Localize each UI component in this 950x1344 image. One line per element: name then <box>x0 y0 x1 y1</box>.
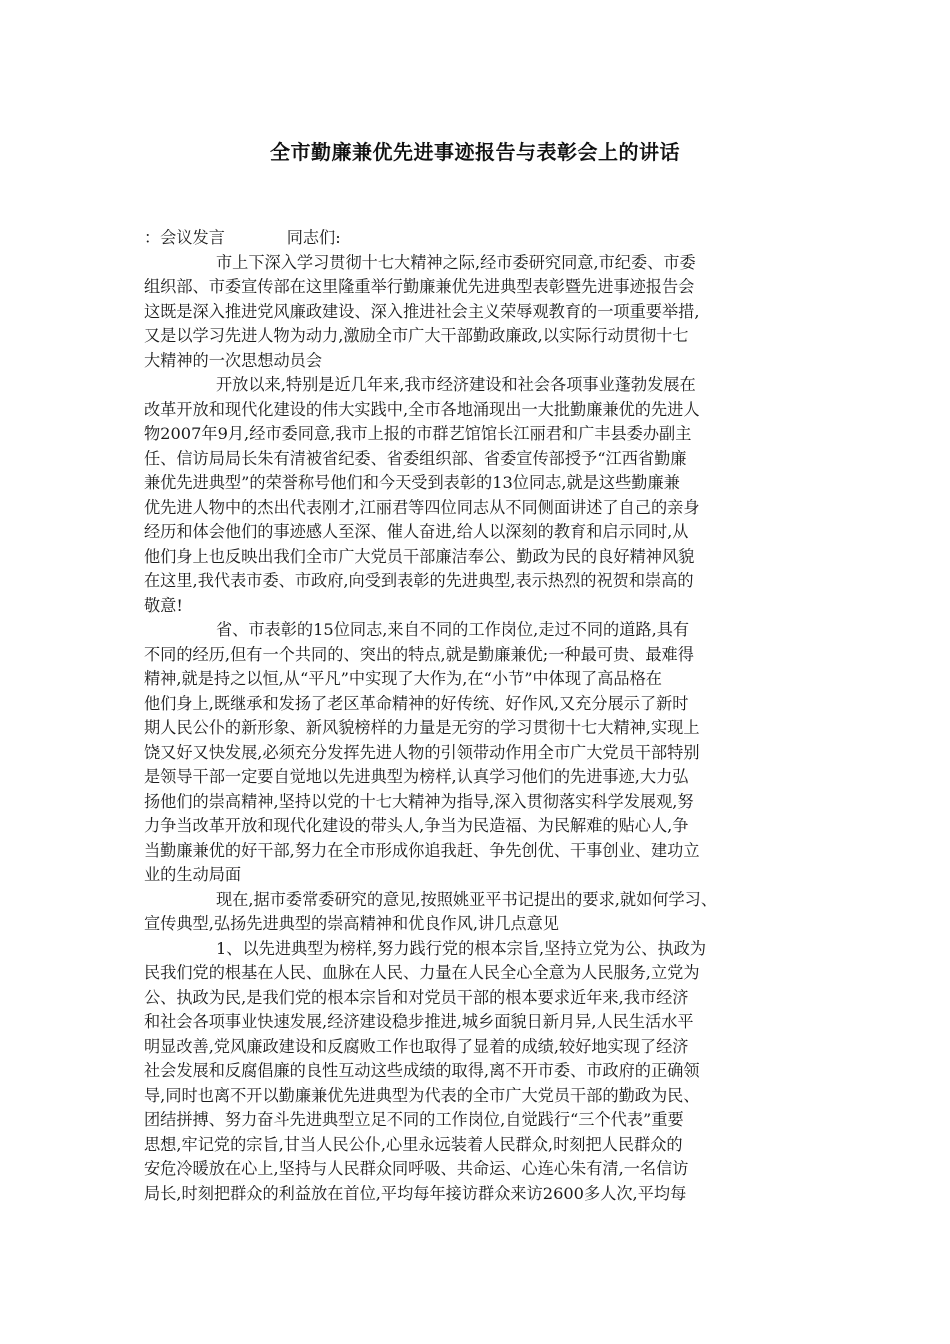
meta-line <box>144 226 814 251</box>
paragraph-line: 业的生动局面 <box>144 865 242 884</box>
paragraph-line: 思想,牢记党的宗旨,甘当人民公仆,心里永远装着人民群众,时刻把人民群众的 <box>144 1134 683 1154</box>
paragraph-line: 改革开放和现代化建设的伟大实践中,全市各地涌现出一大批勤廉兼优的先进人 <box>144 399 700 419</box>
meta-greeting: 同志们: <box>286 228 341 247</box>
paragraph <box>144 937 814 1207</box>
paragraph-line: 明显改善,党风廉政建设和反腐败工作也取得了显着的成绩,较好地实现了经济 <box>144 1036 689 1056</box>
paragraph-line: 物2007年9月,经市委同意,我市上报的市群艺馆馆长江丽君和广丰县委办副主 <box>144 424 692 443</box>
meta-category: ：会议发言 <box>144 228 225 247</box>
paragraph-line: 公、执政为民,是我们党的根本宗旨和对党员干部的根本要求近年来,我市经济 <box>144 987 689 1007</box>
paragraph-line: 组织部、市委宣传部在这里隆重举行勤廉兼优先进典型表彰暨先进事迹报告会 <box>144 277 695 296</box>
paragraph <box>144 888 814 937</box>
document-title: 全市勤廉兼优先进事迹报告与表彰会上的讲话 <box>270 140 680 164</box>
paragraph-line: 任、信访局局长朱有清被省纪委、省委组织部、省委宣传部授予“江西省勤廉 <box>144 448 687 468</box>
paragraph-line: 精神,就是持之以恒,从“平凡”中实现了大作为,在“小节”中体现了高品格在 <box>144 669 662 688</box>
paragraph-line: 敬意! <box>144 595 183 615</box>
paragraph-line: 又是以学习先进人物为动力,激励全市广大干部勤政廉政,以实际行动贯彻十七 <box>144 326 689 345</box>
paragraph-line: 扬他们的崇高精神,坚持以党的十七大精神为指导,深入贯彻落实科学发展观,努 <box>144 791 694 811</box>
paragraph-line: 民我们党的根基在人民、血脉在人民、力量在人民全心全意为人民服务,立党为 <box>144 963 700 982</box>
paragraph-line: 经历和体会他们的事迹感人至深、催人奋进,给人以深刻的教育和启示同时,从 <box>144 522 689 541</box>
paragraph-line: 大精神的一次思想动员会 <box>144 350 323 370</box>
paragraph-line: 期人民公仆的新形象、新风貌榜样的力量是无穷的学习贯彻十七大精神,实现上 <box>144 718 700 737</box>
paragraph-line: 市上下深入学习贯彻十七大精神之际,经市委研究同意,市纪委、市委 <box>216 252 696 272</box>
paragraph-line: 当勤廉兼优的好干部,努力在全市形成你追我赶、争先创优、干事创业、建功立 <box>144 840 700 860</box>
paragraph-line: 局长,时刻把群众的利益放在首位,平均每年接访群众来访2600多人次,平均每 <box>144 1183 687 1203</box>
paragraph-line: 1、以先进典型为榜样,努力践行党的根本宗旨,坚持立党为公、执政为 <box>216 938 707 958</box>
paragraph-line: 开放以来,特别是近几年来,我市经济建设和社会各项事业蓬勃发展在 <box>216 375 696 394</box>
paragraph-line: 导,同时也离不开以勤廉兼优先进典型为代表的全市广大党员干部的勤政为民、 <box>144 1085 700 1105</box>
paragraph-line: 在这里,我代表市委、市政府,向受到表彰的先进典型,表示热烈的祝贺和崇高的 <box>144 571 694 590</box>
paragraph-line: 兼优先进典型”的荣誉称号他们和今天受到表彰的13位同志,就是这些勤廉兼 <box>144 473 680 492</box>
document-body <box>144 226 814 1206</box>
paragraph-line: 团结拼搏、努力奋斗先进典型立足不同的工作岗位,自觉践行“三个代表”重要 <box>144 1110 684 1129</box>
paragraph <box>144 251 814 374</box>
paragraph-line: 饶又好又快发展,必须充分发挥先进人物的引领带动作用全市广大党员干部特别 <box>144 742 700 762</box>
paragraph-line: 不同的经历,但有一个共同的、突出的特点,就是勤廉兼优;一种最可贵、最难得 <box>144 644 694 664</box>
paragraph-line: 是领导干部一定要自觉地以先进典型为榜样,认真学习他们的先进事迹,大力弘 <box>144 767 689 786</box>
paragraph <box>144 373 814 618</box>
paragraph-line: 安危冷暖放在心上,坚持与人民群众同呼吸、共命运、心连心朱有清,一名信访 <box>144 1159 689 1178</box>
paragraph-line: 社会发展和反腐倡廉的良性互动这些成绩的取得,离不开市委、市政府的正确领 <box>144 1061 700 1080</box>
paragraph-line: 他们身上,既继承和发扬了老区革命精神的好传统、好作风,又充分展示了新时 <box>144 693 689 713</box>
paragraph-line: 他们身上也反映出我们全市广大党员干部廉洁奉公、勤政为民的良好精神风貌 <box>144 546 695 566</box>
paragraph-list <box>144 251 814 1207</box>
paragraph-line: 和社会各项事业快速发展,经济建设稳步推进,城乡面貌日新月异,人民生活水平 <box>144 1012 694 1031</box>
paragraph <box>144 618 814 888</box>
paragraph-line: 省、市表彰的15位同志,来自不同的工作岗位,走过不同的道路,具有 <box>216 620 690 639</box>
paragraph-line: 现在,据市委常委研究的意见,按照姚亚平书记提出的要求,就如何学习、 <box>216 889 718 909</box>
paragraph-line: 优先进人物中的杰出代表刚才,江丽君等四位同志从不同侧面讲述了自己的亲身 <box>144 497 700 517</box>
paragraph-line: 这既是深入推进党风廉政建设、深入推进社会主义荣辱观教育的一项重要举措, <box>144 301 700 321</box>
paragraph-line: 力争当改革开放和现代化建设的带头人,争当为民造福、为民解难的贴心人,争 <box>144 816 689 835</box>
paragraph-line: 宣传典型,弘扬先进典型的崇高精神和优良作风,讲几点意见 <box>144 914 559 933</box>
